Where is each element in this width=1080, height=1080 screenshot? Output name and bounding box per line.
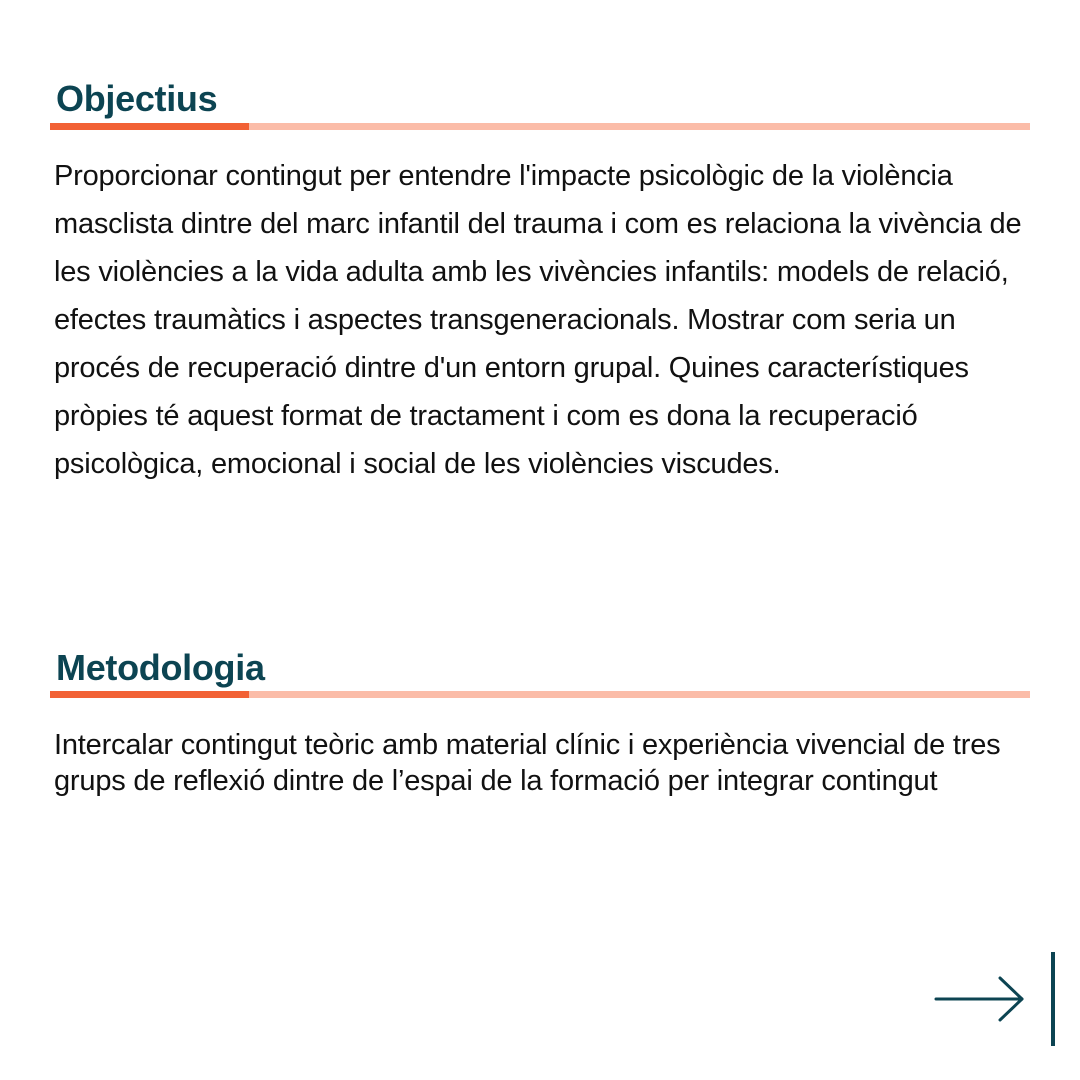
objectius-text: Proporcionar contingut per entendre l'impacte psicològic de la violència masclista dintre del marc infantil del trauma i com es relaciona la vivència de les violències a la vida adulta amb les vivències infantils: models de relació, efectes traumàtics i aspectes transgeneracionals. Mostrar com seria un procés de recuperació dintre d'un entorn grupal. Quines característiques pròpies té aquest format de tractament i com es dona la recuperació psicològica, emocional i social de les violències viscudes.	[54, 160, 1022, 480]
metodologia-underline-accent	[50, 691, 249, 698]
objectius-underline	[249, 123, 1030, 130]
objectius-heading: Objectius	[56, 78, 218, 119]
arrow-right-icon[interactable]	[934, 975, 1026, 1023]
metodologia-text: Intercalar contingut teòric amb material clínic i experiència vivencial de tres grups de reflexió dintre de l’espai de la formació per integrar contingut	[54, 729, 1001, 797]
metodologia-underline	[249, 691, 1030, 698]
metodologia-heading: Metodologia	[56, 647, 265, 688]
objectius-underline-accent	[50, 123, 249, 130]
page-divider-bar	[1051, 952, 1055, 1046]
